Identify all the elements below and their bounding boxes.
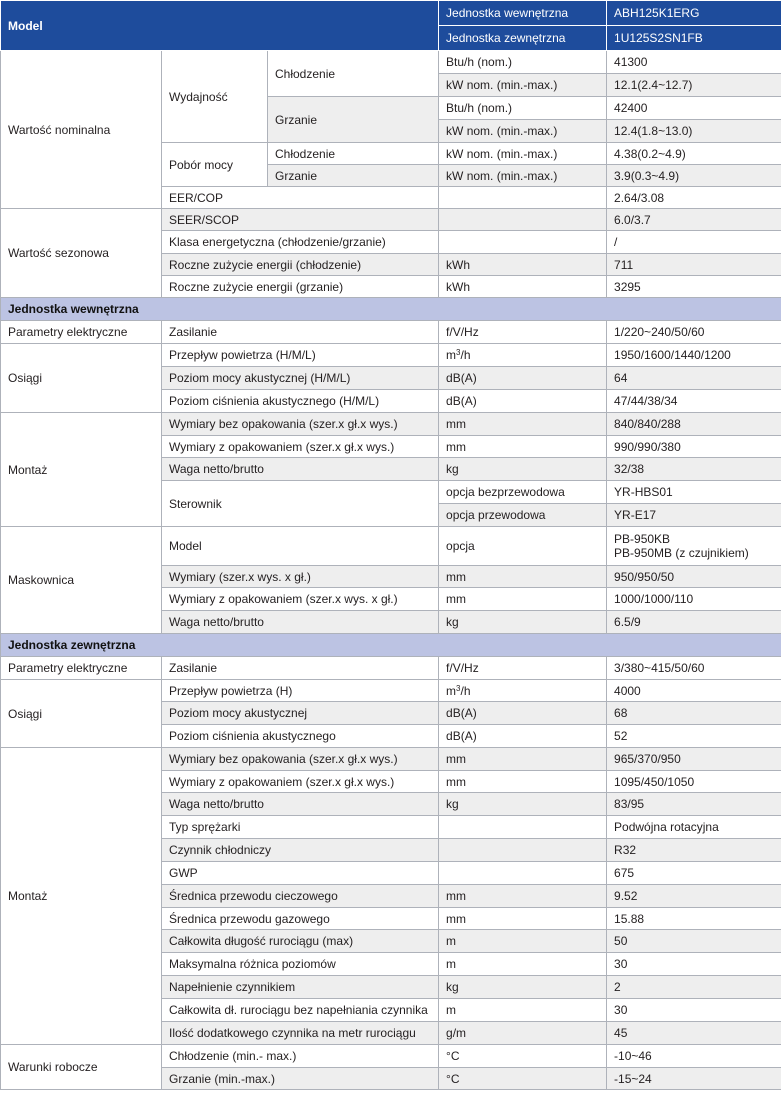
- value-cell: 42400: [607, 97, 781, 120]
- table-row: [1, 321, 781, 344]
- unit-cell: Btu/h (nom.): [439, 51, 607, 74]
- value-cell: R32: [607, 839, 781, 862]
- unit-cell: opcja przewodowa: [439, 504, 607, 527]
- row-label: Maksymalna różnica poziomów: [162, 953, 439, 976]
- unit-cell: dB(A): [439, 367, 607, 390]
- cooling-label: Chłodzenie: [268, 51, 439, 97]
- row-label: Poziom mocy akustycznej: [162, 702, 439, 725]
- value-cell: 1000/1000/110: [607, 588, 781, 611]
- unit-cell: kg: [439, 976, 607, 999]
- unit-text: m: [446, 348, 457, 362]
- unit-cell: kg: [439, 458, 607, 481]
- unit-cell: f/V/Hz: [439, 321, 607, 344]
- row-label: Całkowita dł. rurociągu bez napełniania czynnika: [162, 999, 439, 1022]
- row-label: Chłodzenie (min.- max.): [162, 1045, 439, 1068]
- unit-cell: mm: [439, 566, 607, 588]
- value-cell: 950/950/50: [607, 566, 781, 588]
- value-cell: 711: [607, 254, 781, 276]
- section-row: [1, 634, 781, 657]
- value-cell: 12.1(2.4~12.7): [607, 74, 781, 97]
- value-cell: 3/380~415/50/60: [607, 657, 781, 680]
- row-label: Wymiary bez opakowania (szer.x gł.x wys.): [162, 413, 439, 436]
- table-row: [1, 680, 781, 702]
- unit-cell: dB(A): [439, 702, 607, 725]
- unit-cell: kWh: [439, 254, 607, 276]
- value-line: PB-950KB: [614, 532, 671, 546]
- unit-cell: mm: [439, 748, 607, 771]
- value-cell: 675: [607, 862, 781, 885]
- unit-cell: [439, 862, 607, 885]
- row-label: Grzanie (min.-max.): [162, 1068, 439, 1090]
- value-cell: 1/220~240/50/60: [607, 321, 781, 344]
- row-label: Roczne zużycie energii (chłodzenie): [162, 254, 439, 276]
- row-label: Wymiary (szer.x wys. x gł.): [162, 566, 439, 588]
- group-label: Osiągi: [1, 344, 162, 413]
- unit-cell: mm: [439, 413, 607, 436]
- row-label: Wymiary z opakowaniem (szer.x wys. x gł.): [162, 588, 439, 611]
- group-label: Montaż: [1, 413, 162, 527]
- row-label: Przepływ powietrza (H): [162, 680, 439, 702]
- value-cell: 68: [607, 702, 781, 725]
- value-cell: 12.4(1.8~13.0): [607, 120, 781, 143]
- unit-cell: Btu/h (nom.): [439, 97, 607, 120]
- row-label: Waga netto/brutto: [162, 611, 439, 634]
- value-cell: YR-E17: [607, 504, 781, 527]
- unit-cell: [439, 839, 607, 862]
- value-cell: 2.64/3.08: [607, 187, 781, 209]
- row-label: Model: [162, 527, 439, 566]
- value-cell: 30: [607, 999, 781, 1022]
- value-cell: 6.0/3.7: [607, 209, 781, 231]
- value-cell: 41300: [607, 51, 781, 74]
- unit-cell: kW nom. (min.-max.): [439, 120, 607, 143]
- unit-cell: m: [439, 953, 607, 976]
- outdoor-unit-label: Jednostka zewnętrzna: [439, 26, 607, 51]
- unit-cell: [439, 187, 607, 209]
- value-cell: 30: [607, 953, 781, 976]
- row-label: SEER/SCOP: [162, 209, 439, 231]
- unit-cell: mm: [439, 771, 607, 793]
- unit-cell: dB(A): [439, 390, 607, 413]
- unit-cell: kW nom. (min.-max.): [439, 143, 607, 165]
- table-row: [1, 413, 781, 436]
- unit-cell: °C: [439, 1068, 607, 1090]
- row-label: GWP: [162, 862, 439, 885]
- group-label: Warunki robocze: [1, 1045, 162, 1090]
- value-cell: 965/370/950: [607, 748, 781, 771]
- indoor-unit-model: ABH125K1ERG: [607, 1, 781, 26]
- row-label: Wymiary z opakowaniem (szer.x gł.x wys.): [162, 771, 439, 793]
- value-cell: YR-HBS01: [607, 481, 781, 504]
- unit-cell: kg: [439, 611, 607, 634]
- unit-text: m: [446, 683, 457, 698]
- unit-cell: kW nom. (min.-max.): [439, 74, 607, 97]
- section-row: [1, 298, 781, 321]
- table-row: [1, 344, 781, 367]
- unit-cell: [439, 231, 607, 254]
- value-cell: 83/95: [607, 793, 781, 816]
- row-label: Wymiary bez opakowania (szer.x gł.x wys.): [162, 748, 439, 771]
- row-label: Waga netto/brutto: [162, 458, 439, 481]
- unit-cell: mm: [439, 885, 607, 908]
- group-label: Wartość nominalna: [1, 51, 162, 209]
- value-cell: 4000: [607, 680, 781, 702]
- value-cell: -10~46: [607, 1045, 781, 1068]
- value-cell: 840/840/288: [607, 413, 781, 436]
- value-cell: 6.5/9: [607, 611, 781, 634]
- value-cell: 50: [607, 930, 781, 953]
- group-label: Parametry elektryczne: [1, 321, 162, 344]
- row-label: Poziom mocy akustycznej (H/M/L): [162, 367, 439, 390]
- heating-label: Grzanie: [268, 97, 439, 143]
- row-label: Napełnienie czynnikiem: [162, 976, 439, 999]
- value-cell: 2: [607, 976, 781, 999]
- unit-cell: $m^3/h$: [439, 344, 607, 367]
- row-label: Roczne zużycie energii (grzanie): [162, 276, 439, 298]
- value-line: PB-950MB (z czujnikiem): [614, 546, 749, 560]
- value-cell: 1095/450/1050: [607, 771, 781, 793]
- table-row: [1, 1045, 781, 1068]
- unit-cell: kg: [439, 793, 607, 816]
- row-label: Przepływ powietrza (H/M/L): [162, 344, 439, 367]
- model-label: Model: [1, 1, 439, 51]
- row-label: Czynnik chłodniczy: [162, 839, 439, 862]
- unit-cell: opcja bezprzewodowa: [439, 481, 607, 504]
- value-cell: Podwójna rotacyjna: [607, 816, 781, 839]
- header-row: [1, 1, 781, 26]
- unit-cell: m: [439, 999, 607, 1022]
- row-label: Zasilanie: [162, 321, 439, 344]
- unit-cell: [439, 816, 607, 839]
- value-cell: 64: [607, 367, 781, 390]
- unit-cell: opcja: [439, 527, 607, 566]
- eer-label: EER/COP: [162, 187, 439, 209]
- value-cell: 3.9(0.3~4.9): [607, 165, 781, 187]
- value-cell: 52: [607, 725, 781, 748]
- unit-cell: m: [439, 930, 607, 953]
- row-label: Sterownik: [162, 481, 439, 527]
- group-label: Parametry elektryczne: [1, 657, 162, 680]
- unit-cell: g/m: [439, 1022, 607, 1045]
- value-cell: 15.88: [607, 908, 781, 930]
- value-cell: 47/44/38/34: [607, 390, 781, 413]
- row-label: Ilość dodatkowego czynnika na metr rurociągu: [162, 1022, 439, 1045]
- table-row: [1, 657, 781, 680]
- row-label: Zasilanie: [162, 657, 439, 680]
- value-cell: [607, 527, 781, 566]
- indoor-unit-label: Jednostka wewnętrzna: [439, 1, 607, 26]
- value-cell: 9.52: [607, 885, 781, 908]
- row-label: Poziom ciśnienia akustycznego: [162, 725, 439, 748]
- value-cell: /: [607, 231, 781, 254]
- unit-cell: dB(A): [439, 725, 607, 748]
- group-label: Maskownica: [1, 527, 162, 634]
- row-label: Typ sprężarki: [162, 816, 439, 839]
- row-label: Klasa energetyczna (chłodzenie/grzanie): [162, 231, 439, 254]
- table-row: [1, 748, 781, 771]
- unit-cell: mm: [439, 436, 607, 458]
- unit-cell: kWh: [439, 276, 607, 298]
- section-title: Jednostka wewnętrzna: [1, 298, 781, 321]
- value-cell: 45: [607, 1022, 781, 1045]
- value-cell: 3295: [607, 276, 781, 298]
- capacity-label: Wydajność: [162, 51, 268, 143]
- unit-cell: mm: [439, 588, 607, 611]
- row-label: Średnica przewodu cieczowego: [162, 885, 439, 908]
- table-row: [1, 527, 781, 566]
- section-title: Jednostka zewnętrzna: [1, 634, 781, 657]
- value-cell: -15~24: [607, 1068, 781, 1090]
- row-label: Całkowita długość rurociągu (max): [162, 930, 439, 953]
- value-cell: 4.38(0.2~4.9): [607, 143, 781, 165]
- unit-cell: °C: [439, 1045, 607, 1068]
- row-label: Średnica przewodu gazowego: [162, 908, 439, 930]
- row-label: Poziom ciśnienia akustycznego (H/M/L): [162, 390, 439, 413]
- row-label: Wymiary z opakowaniem (szer.x gł.x wys.): [162, 436, 439, 458]
- value-cell: 990/990/380: [607, 436, 781, 458]
- group-label: Wartość sezonowa: [1, 209, 162, 298]
- table-row: [1, 209, 781, 231]
- cooling-label: Chłodzenie: [268, 143, 439, 165]
- table-row: [1, 51, 781, 74]
- power-label: Pobór mocy: [162, 143, 268, 187]
- group-label: Montaż: [1, 748, 162, 1045]
- unit-cell: [439, 209, 607, 231]
- unit-cell: $m^3/h$: [439, 680, 607, 702]
- unit-cell: mm: [439, 908, 607, 930]
- value-cell: 1950/1600/1440/1200: [607, 344, 781, 367]
- unit-cell: kW nom. (min.-max.): [439, 165, 607, 187]
- outdoor-unit-model: 1U125S2SN1FB: [607, 26, 781, 51]
- group-label: Osiągi: [1, 680, 162, 748]
- unit-cell: f/V/Hz: [439, 657, 607, 680]
- row-label: Waga netto/brutto: [162, 793, 439, 816]
- value-cell: 32/38: [607, 458, 781, 481]
- heating-label: Grzanie: [268, 165, 439, 187]
